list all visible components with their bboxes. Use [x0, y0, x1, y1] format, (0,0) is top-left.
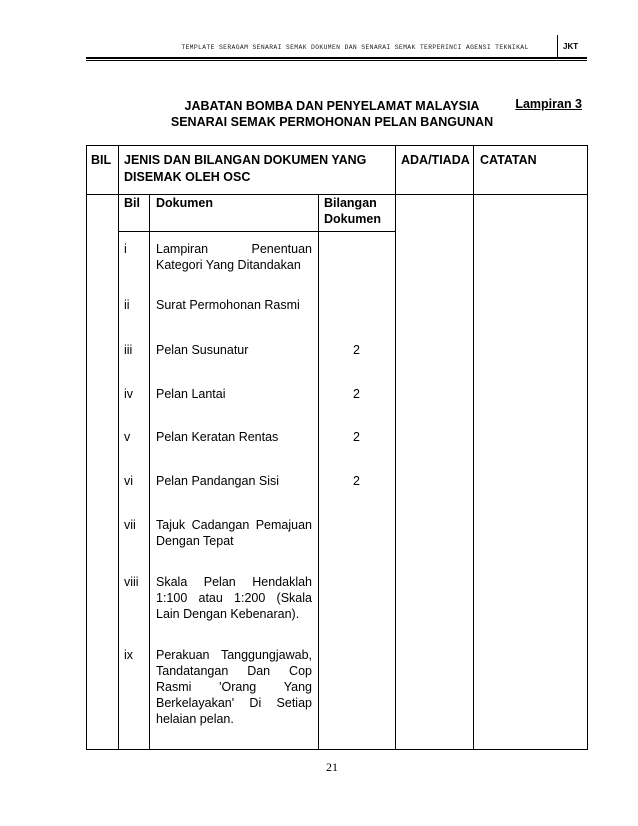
row-dokumen-line: Surat Permohonan Rasmi [156, 298, 300, 312]
template-header-title: TEMPLATE SERAGAM SENARAI SEMAK DOKUMEN DAN SENARAI SEMAK TERPERINCI AGENSI TEKNIKAL [181, 44, 529, 51]
row-bil: ix [124, 648, 134, 662]
row-dokumen-line: Skala Pelan Hendaklah [156, 575, 312, 589]
column-header-jenis-line2: DISEMAK OLEH OSC [124, 170, 251, 184]
header-divider [557, 35, 558, 57]
page-number: 21 [326, 760, 338, 774]
table-border-left [86, 145, 87, 750]
row-count: 2 [353, 387, 360, 401]
row-dokumen-line: Pelan Susunatur [156, 343, 249, 357]
row-bil: iii [124, 343, 133, 357]
row-dokumen-line: helaian pelan. [156, 712, 234, 726]
row-dokumen-line: Tajuk Cadangan Pemajuan [156, 518, 312, 532]
column-header-catatan: CATATAN [480, 153, 537, 167]
row-dokumen-line: Lampiran Penentuan [156, 242, 312, 256]
document-title: JABATAN BOMBA DAN PENYELAMAT MALAYSIA [184, 99, 480, 113]
column-header-ada-tiada: ADA/TIADA [401, 153, 470, 167]
row-dokumen-line: Kategori Yang Ditandakan [156, 258, 301, 272]
row-count: 2 [353, 430, 360, 444]
inner-column-bil [149, 194, 150, 750]
column-divider-catatan [473, 145, 474, 750]
row-dokumen-line: 1:100 atau 1:200 (Skala [156, 591, 312, 605]
row-dokumen-line: Pelan Keratan Rentas [156, 430, 279, 444]
row-count: 2 [353, 343, 360, 357]
document-subtitle: SENARAI SEMAK PERMOHONAN PELAN BANGUNAN [170, 115, 494, 129]
row-bil: vii [124, 518, 136, 532]
row-bil: i [124, 242, 127, 256]
header-rule-thin [86, 60, 587, 61]
lampiran-label: Lampiran 3 [515, 97, 582, 111]
row-dokumen-line: Dengan Tepat [156, 534, 234, 548]
inner-table-top [118, 194, 395, 195]
row-dokumen-line: Lain Dengan Kebenaran). [156, 607, 300, 621]
column-header-jenis-line1: JENIS DAN BILANGAN DOKUMEN YANG [124, 153, 367, 167]
column-divider-bil [118, 145, 119, 750]
row-bil: iv [124, 387, 134, 401]
subheader-dokumen: Dokumen [156, 196, 213, 210]
table-border-bottom [86, 749, 588, 750]
row-dokumen-line: Berkelayakan' Di Setiap [156, 696, 312, 710]
table-border-right [587, 145, 588, 750]
column-divider-ada [395, 145, 396, 750]
row-dokumen-line: Pelan Pandangan Sisi [156, 474, 280, 488]
row-bil: viii [124, 575, 139, 589]
row-bil: vi [124, 474, 134, 488]
row-dokumen-line: Tandatangan Dan Cop [156, 664, 312, 678]
subheader-bilangan-line1: Bilangan [324, 196, 377, 210]
table-border-top [86, 145, 588, 146]
row-bil: v [124, 430, 131, 444]
row-bil: ii [124, 298, 130, 312]
inner-column-dokumen [318, 194, 319, 750]
subheader-bil: Bil [124, 196, 140, 210]
row-dokumen-line: Pelan Lantai [156, 387, 226, 401]
row-count: 2 [353, 474, 360, 488]
inner-header-divider [118, 231, 395, 232]
row-dokumen-line: Perakuan Tanggungjawab, [156, 648, 312, 662]
subheader-bilangan-line2: Dokumen [324, 212, 381, 226]
header-rule [86, 57, 587, 59]
header-badge: JKT [563, 42, 579, 51]
column-header-bil: BIL [91, 153, 112, 167]
row-dokumen-line: Rasmi 'Orang Yang [156, 680, 312, 694]
